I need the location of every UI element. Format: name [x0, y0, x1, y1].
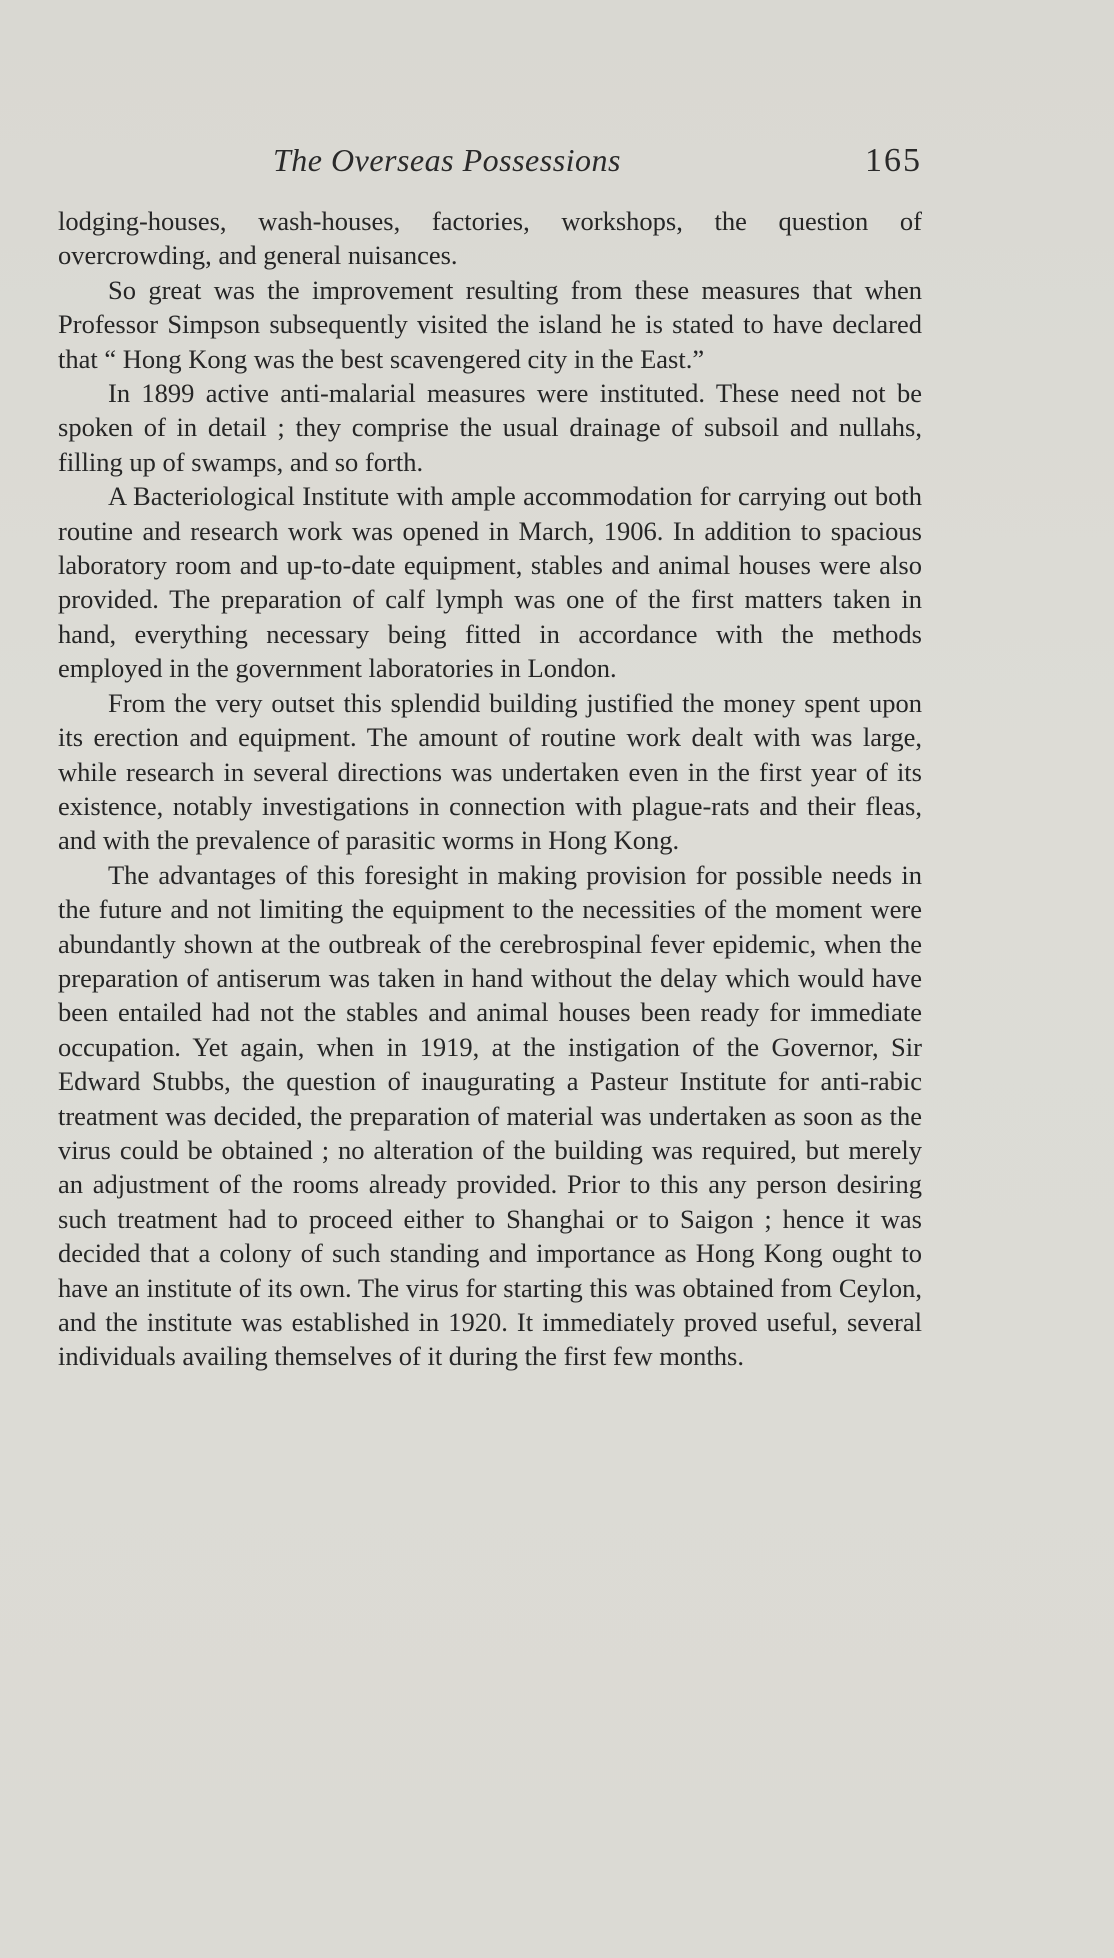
paragraph-foresight: The advantages of this foresight in making provision for possible needs in the future and not limiting the equipment to the necessities of the moment were abundantly shown at the outbreak of the cerebrospinal fever epidemic, when the preparation of antiserum was taken in hand without the delay which would have been entailed had not the stables and animal houses been ready for immediate occupation. Yet again, when in 1919, at the instigation of the Governor, Sir Edward Stubbs, the question of inaugurating a Pasteur Institute for anti-rabic treatment was decided, the preparation of material was undertaken as soon as the virus could be obtained ; no alteration of the building was required, but merely an adjustment of the rooms already provided. Prior to this any person desiring such treatment had to proceed either to Shanghai or to Saigon ; hence it was decided that a colony of such standing and importance as Hong Kong ought to have an institute of its own. The virus for starting this was obtained from Ceylon, and the institute was established in 1920. It immediately proved useful, several individuals availing themselves of it during the first few months.: [58, 859, 922, 1372]
page-number: 165: [865, 142, 922, 179]
paragraph-outset: From the very outset this splendid building justified the money spent upon its erection and equipment. The amount of routine work dealt with was large, while research in several directions was undertaken even in the first year of its existence, notably investigations in connection with plague-rats and their fleas, and with the prevalence of parasitic worms in Hong Kong.: [58, 687, 922, 856]
running-title: The Overseas Possessions: [273, 142, 621, 178]
body-text: [58, 204, 922, 1374]
paragraph-bacteriological-institute: A Bacteriological Institute with ample accommodation for carrying out both routine and research work was opened in March, 1906. In addition to spacious laboratory room and up-to-date equipment, stables and animal houses were also provided. The preparation of calf lymph was one of the first matters taken in hand, everything necessary being fitted in accordance with the methods employed in the government laboratories in London.: [58, 481, 922, 684]
running-header: [58, 142, 922, 188]
paragraph-anti-malarial: In 1899 active anti-malarial measures were instituted. These need not be spoken of in detail ; they comprise the usual drainage of subsoil and nullahs, filling up of swamps, and so forth.: [58, 378, 922, 477]
paragraph-continued: lodging-houses, wash-houses, factories, workshops, the question of overcrowding, and general nuisances.: [58, 206, 922, 271]
paragraph-scavenging: So great was the improvement resulting from these measures that when Professor Simpson subsequently visited the island he is stated to have declared that “ Hong Kong was the best scavengered city in the East.”: [58, 274, 922, 374]
